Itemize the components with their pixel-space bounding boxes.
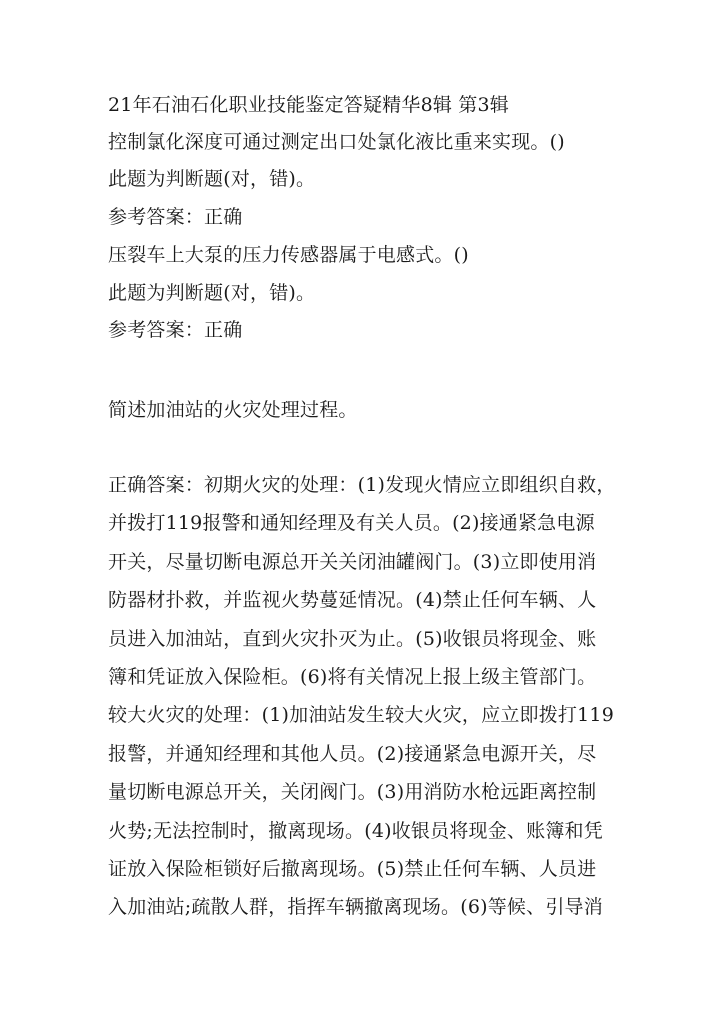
answer-line: 火势;无法控制时，撤离现场。(4)收银员将现金、账簿和凭: [108, 819, 603, 842]
question-3-text: 简述加油站的火灾处理过程。: [108, 399, 358, 421]
answer-line: 证放入保险柜锁好后撤离现场。(5)禁止任何车辆、人员进: [108, 858, 597, 881]
question-1-text: 控制氯化深度可通过测定出口处氯化液比重来实现。(): [108, 131, 565, 153]
question-1-answer: 参考答案：正确: [108, 206, 243, 228]
question-2-text: 压裂车上大泵的压力传感器属于电感式。(): [108, 244, 469, 266]
question-3-answer: [108, 466, 616, 927]
answer-line: 并拨打119报警和通知经理及有关人员。(2)接通紧急电源: [108, 512, 595, 535]
answer-line: 防器材扑救，并监视火势蔓延情况。(4)禁止任何车辆、人: [108, 589, 597, 612]
answer-line: 入加油站;疏散人群，指挥车辆撤离现场。(6)等候、引导消: [108, 896, 603, 919]
question-2-type: 此题为判断题(对，错)。: [108, 282, 316, 304]
answer-line: 簿和凭证放入保险柜。(6)将有关情况上报上级主管部门。: [108, 666, 597, 689]
answer-line: 较大火灾的处理：(1)加油站发生较大火灾，应立即拨打119: [108, 704, 614, 727]
question-2-answer: 参考答案：正确: [108, 319, 243, 341]
answer-line: 员进入加油站，直到火灾扑灭为止。(5)收银员将现金、账: [108, 627, 597, 650]
answer-line: 正确答案：初期火灾的处理：(1)发现火情应立即组织自救，: [108, 474, 616, 496]
answer-line: 量切断电源总开关，关闭阀门。(3)用消防水枪远距离控制: [108, 781, 597, 804]
answer-line: 开关，尽量切断电源总开关关闭油罐阀门。(3)立即使用消: [108, 550, 597, 573]
answer-line: 报警，并通知经理和其他人员。(2)接通紧急电源开关，尽: [108, 742, 597, 765]
question-1-type: 此题为判断题(对，错)。: [108, 168, 316, 190]
document-title: 21年石油石化职业技能鉴定答疑精华8辑 第3辑: [108, 94, 509, 116]
